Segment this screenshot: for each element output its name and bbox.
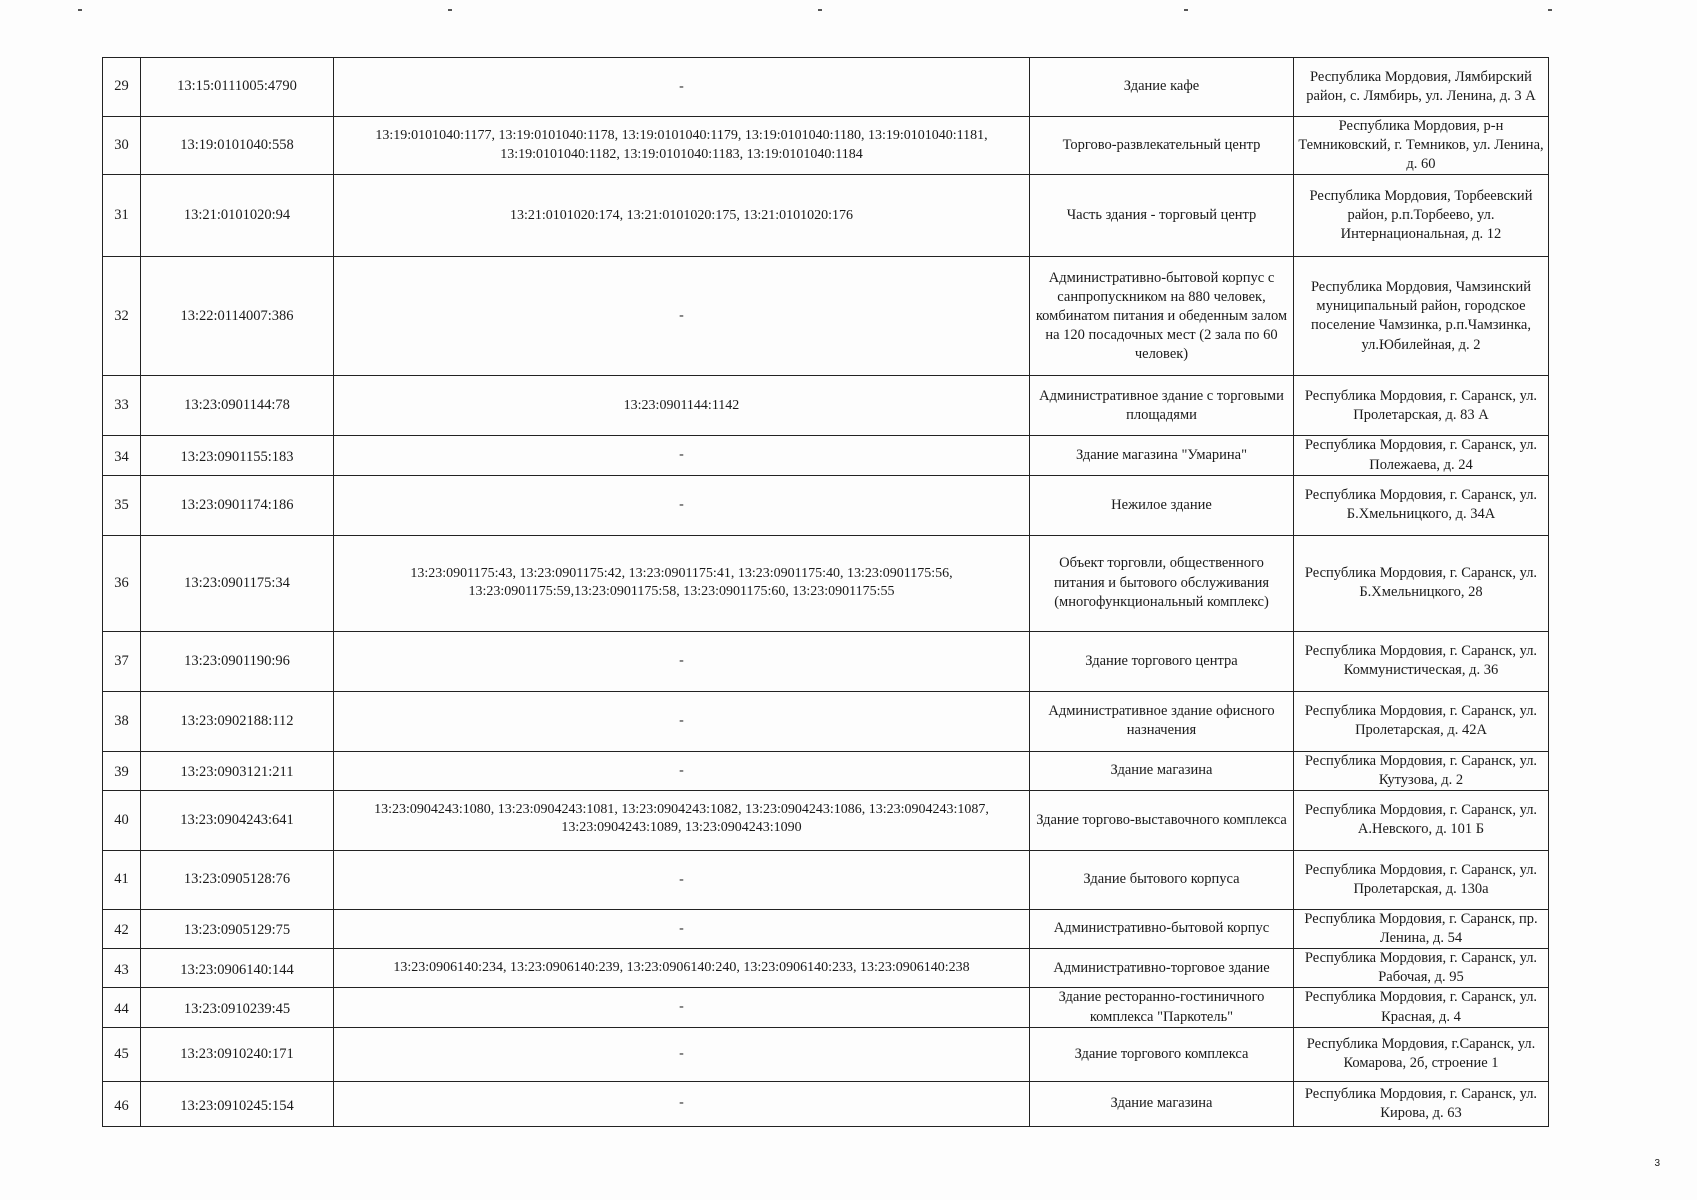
object-name: Здание кафе <box>1030 58 1294 117</box>
object-name: Здание магазина <box>1030 751 1294 790</box>
row-number: 45 <box>103 1027 141 1081</box>
table-row <box>103 376 1549 436</box>
row-number: 30 <box>103 117 141 175</box>
related-cadastral-numbers: - <box>334 751 1030 790</box>
related-cadastral-numbers: - <box>334 1027 1030 1081</box>
row-number: 43 <box>103 949 141 988</box>
related-cadastral-numbers: 13:19:0101040:1177, 13:19:0101040:1178, 13:19:0101040:1179, 13:19:0101040:1180, 13:19:0101040:1181, 13:19:0101040:1182, 13:19:0101040:1183, 13:19:0101040:1184 <box>334 117 1030 175</box>
object-address: Республика Мордовия, г. Саранск, ул. Пролетарская, д. 42А <box>1294 691 1549 751</box>
table-row <box>103 790 1549 850</box>
table-row <box>103 475 1549 535</box>
table-row <box>103 117 1549 175</box>
row-number: 32 <box>103 257 141 376</box>
object-name: Объект торговли, общественного питания и бытового обслуживания (многофункциональный комплекс) <box>1030 535 1294 631</box>
scan-speck <box>78 9 82 11</box>
object-address: Республика Мордовия, г. Саранск, ул. Полежаева, д. 24 <box>1294 436 1549 475</box>
table-row <box>103 436 1549 475</box>
object-address: Республика Мордовия, Чамзинский муниципальный район, городское поселение Чамзинка, р.п.Чамзинка, ул.Юбилейная, д. 2 <box>1294 257 1549 376</box>
object-name: Административное здание с торговыми площадями <box>1030 376 1294 436</box>
cadastral-number: 13:23:0901144:78 <box>141 376 334 436</box>
cadastral-number: 13:23:0910239:45 <box>141 988 334 1027</box>
related-cadastral-numbers: - <box>334 475 1030 535</box>
object-address: Республика Мордовия, г.Саранск, ул. Комарова, 2б, строение 1 <box>1294 1027 1549 1081</box>
related-cadastral-numbers: 13:23:0901144:1142 <box>334 376 1030 436</box>
related-cadastral-numbers: 13:23:0906140:234, 13:23:0906140:239, 13:23:0906140:240, 13:23:0906140:233, 13:23:0906140:238 <box>334 949 1030 988</box>
table-row <box>103 949 1549 988</box>
cadastral-number: 13:23:0901175:34 <box>141 535 334 631</box>
related-cadastral-numbers: - <box>334 1081 1030 1126</box>
cadastral-number: 13:23:0902188:112 <box>141 691 334 751</box>
row-number: 37 <box>103 631 141 691</box>
object-address: Республика Мордовия, г. Саранск, ул. Б.Хмельницкого, 28 <box>1294 535 1549 631</box>
object-address: Республика Мордовия, г. Саранск, ул. Коммунистическая, д. 36 <box>1294 631 1549 691</box>
related-cadastral-numbers: - <box>334 631 1030 691</box>
cadastral-number: 13:23:0901155:183 <box>141 436 334 475</box>
cadastral-number: 13:23:0904243:641 <box>141 790 334 850</box>
table-row <box>103 631 1549 691</box>
row-number: 39 <box>103 751 141 790</box>
object-name: Административно-бытовой корпус <box>1030 909 1294 948</box>
object-name: Нежилое здание <box>1030 475 1294 535</box>
object-address: Республика Мордовия, Торбеевский район, р.п.Торбеево, ул. Интернациональная, д. 12 <box>1294 175 1549 257</box>
cadastral-number: 13:19:0101040:558 <box>141 117 334 175</box>
scan-speck <box>448 9 452 11</box>
object-address: Республика Мордовия, г. Саранск, ул. Кутузова, д. 2 <box>1294 751 1549 790</box>
object-name: Здание торгового центра <box>1030 631 1294 691</box>
object-name: Административно-торговое здание <box>1030 949 1294 988</box>
object-address: Республика Мордовия, р-н Темниковский, г. Темников, ул. Ленина, д. 60 <box>1294 117 1549 175</box>
row-number: 38 <box>103 691 141 751</box>
row-number: 46 <box>103 1081 141 1126</box>
object-name: Здание магазина <box>1030 1081 1294 1126</box>
registry-table <box>102 57 1549 1127</box>
related-cadastral-numbers: - <box>334 257 1030 376</box>
table-row <box>103 1081 1549 1126</box>
cadastral-number: 13:23:0905129:75 <box>141 909 334 948</box>
row-number: 44 <box>103 988 141 1027</box>
table-row <box>103 175 1549 257</box>
related-cadastral-numbers: - <box>334 691 1030 751</box>
cadastral-number: 13:23:0901174:186 <box>141 475 334 535</box>
cadastral-number: 13:23:0905128:76 <box>141 850 334 909</box>
table-row <box>103 988 1549 1027</box>
object-name: Здание торгово-выставочного комплекса <box>1030 790 1294 850</box>
table-row <box>103 850 1549 909</box>
table-row <box>103 535 1549 631</box>
scan-speck <box>1184 9 1188 11</box>
related-cadastral-numbers: - <box>334 850 1030 909</box>
table-row <box>103 691 1549 751</box>
object-address: Республика Мордовия, г. Саранск, пр. Ленина, д. 54 <box>1294 909 1549 948</box>
related-cadastral-numbers: - <box>334 436 1030 475</box>
table-row <box>103 751 1549 790</box>
object-name: Здание магазина "Умарина" <box>1030 436 1294 475</box>
object-address: Республика Мордовия, г. Саранск, ул. Пролетарская, д. 83 А <box>1294 376 1549 436</box>
object-address: Республика Мордовия, г. Саранск, ул. Пролетарская, д. 130а <box>1294 850 1549 909</box>
related-cadastral-numbers: 13:23:0904243:1080, 13:23:0904243:1081, 13:23:0904243:1082, 13:23:0904243:1086, 13:23:0904243:1087, 13:23:0904243:1089, 13:23:0904243:1090 <box>334 790 1030 850</box>
row-number: 33 <box>103 376 141 436</box>
cadastral-number: 13:23:0903121:211 <box>141 751 334 790</box>
cadastral-number: 13:22:0114007:386 <box>141 257 334 376</box>
object-address: Республика Мордовия, г. Саранск, ул. Б.Хмельницкого, д. 34А <box>1294 475 1549 535</box>
cadastral-number: 13:23:0901190:96 <box>141 631 334 691</box>
table-row <box>103 1027 1549 1081</box>
object-address: Республика Мордовия, г. Саранск, ул. Красная, д. 4 <box>1294 988 1549 1027</box>
cadastral-number: 13:23:0910245:154 <box>141 1081 334 1126</box>
page-number: 3 <box>1654 1158 1660 1169</box>
object-address: Республика Мордовия, Лямбирский район, с. Лямбирь, ул. Ленина, д. 3 А <box>1294 58 1549 117</box>
related-cadastral-numbers: - <box>334 58 1030 117</box>
table-row <box>103 58 1549 117</box>
row-number: 34 <box>103 436 141 475</box>
object-name: Административно-бытовой корпус с санпропускником на 880 человек, комбинатом питания и обеденным залом на 120 посадочных мест (2 зала по 60 человек) <box>1030 257 1294 376</box>
object-name: Административное здание офисного назначения <box>1030 691 1294 751</box>
cadastral-number: 13:23:0910240:171 <box>141 1027 334 1081</box>
related-cadastral-numbers: - <box>334 909 1030 948</box>
related-cadastral-numbers: - <box>334 988 1030 1027</box>
object-address: Республика Мордовия, г. Саранск, ул. Рабочая, д. 95 <box>1294 949 1549 988</box>
table-row <box>103 909 1549 948</box>
object-name: Здание бытового корпуса <box>1030 850 1294 909</box>
table-row <box>103 257 1549 376</box>
row-number: 35 <box>103 475 141 535</box>
object-name: Часть здания - торговый центр <box>1030 175 1294 257</box>
row-number: 42 <box>103 909 141 948</box>
object-name: Торгово-развлекательный центр <box>1030 117 1294 175</box>
cadastral-number: 13:23:0906140:144 <box>141 949 334 988</box>
object-name: Здание торгового комплекса <box>1030 1027 1294 1081</box>
row-number: 31 <box>103 175 141 257</box>
row-number: 36 <box>103 535 141 631</box>
cadastral-number: 13:21:0101020:94 <box>141 175 334 257</box>
related-cadastral-numbers: 13:23:0901175:43, 13:23:0901175:42, 13:23:0901175:41, 13:23:0901175:40, 13:23:0901175:56, 13:23:0901175:59,13:23:0901175:58, 13:23:0901175:60, 13:23:0901175:55 <box>334 535 1030 631</box>
scan-speck <box>1548 9 1552 11</box>
scan-speck <box>818 9 822 11</box>
object-address: Республика Мордовия, г. Саранск, ул. А.Невского, д. 101 Б <box>1294 790 1549 850</box>
related-cadastral-numbers: 13:21:0101020:174, 13:21:0101020:175, 13:21:0101020:176 <box>334 175 1030 257</box>
cadastral-number: 13:15:0111005:4790 <box>141 58 334 117</box>
row-number: 40 <box>103 790 141 850</box>
object-name: Здание ресторанно-гостиничного комплекса "Паркотель" <box>1030 988 1294 1027</box>
row-number: 41 <box>103 850 141 909</box>
object-address: Республика Мордовия, г. Саранск, ул. Кирова, д. 63 <box>1294 1081 1549 1126</box>
row-number: 29 <box>103 58 141 117</box>
